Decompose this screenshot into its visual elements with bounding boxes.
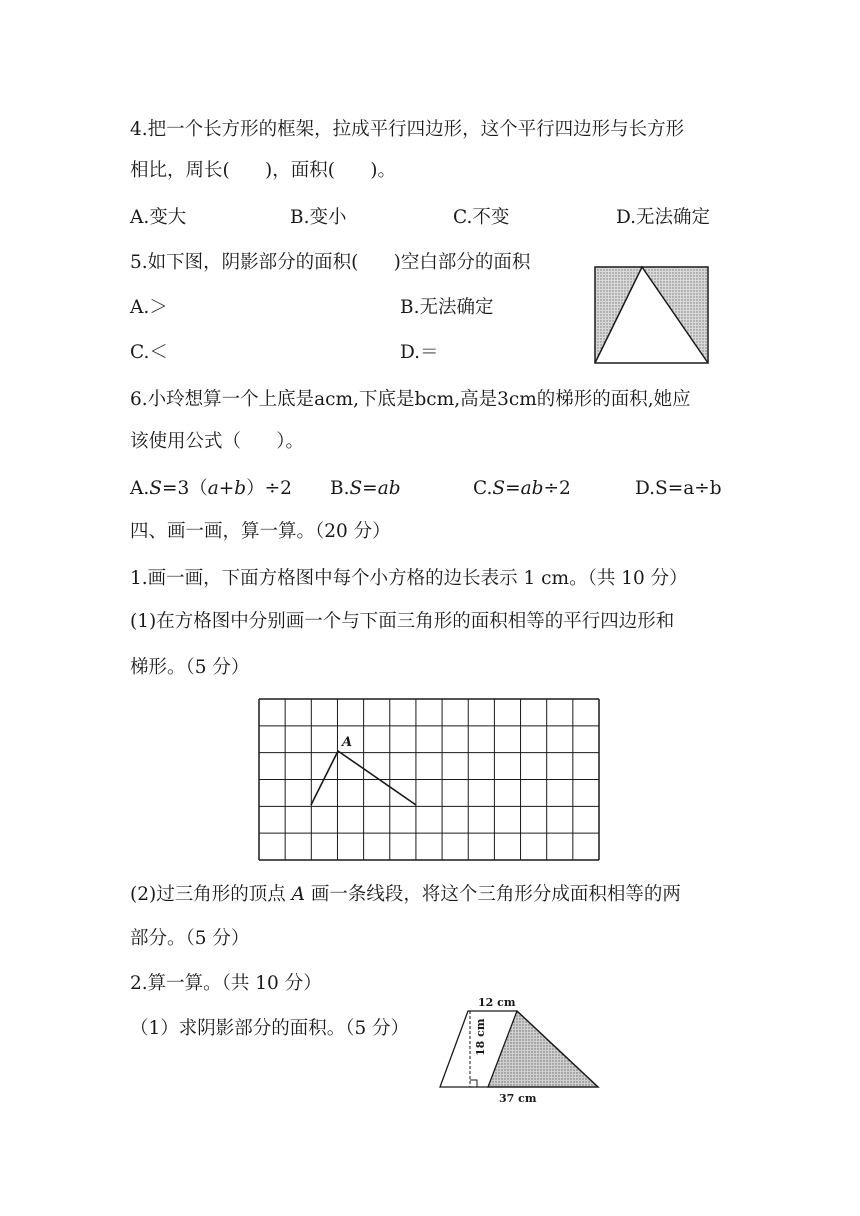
q4-option-a: A.变大 <box>130 207 187 228</box>
grid-point-label-a: A <box>342 735 353 750</box>
q4-option-b: B.变小 <box>290 207 347 228</box>
q4-option-d: D.无法确定 <box>616 207 711 228</box>
trapezoid-top-label: 12 cm <box>478 996 516 1009</box>
q6-option-c: C.S=ab÷2 <box>473 478 571 499</box>
q4-line1: 4.把一个长方形的框架，拉成平行四边形，这个平行四边形与长方形 <box>130 119 685 140</box>
q5-option-b: B.无法确定 <box>400 297 494 318</box>
q6-option-b: B.S=ab <box>330 478 401 499</box>
section4-p1-1a: (1)在方格图中分别画一个与下面三角形的面积相等的平行四边形和 <box>130 611 675 632</box>
right-angle-mark <box>470 1080 477 1087</box>
q5-option-c: C.＜ <box>130 342 168 363</box>
section4-p2-1: （1）求阴影部分的面积。（5 分） <box>130 1018 410 1039</box>
q6-line1: 6.小玲想算一个上底是acm,下底是bcm,高是3cm的梯形的面积,她应 <box>130 389 691 410</box>
q4-line2: 相比，周长( )，面积( )。 <box>130 160 396 181</box>
section4-heading: 四、画一画，算一算。（20 分） <box>130 521 391 542</box>
q6-line2: 该使用公式（ ）。 <box>130 431 305 452</box>
square-triangle-figure <box>594 266 714 366</box>
q6-option-d: D.S=a÷b <box>635 478 722 499</box>
q5-option-d: D.＝ <box>400 342 439 363</box>
section4-p2: 2.算一算。（共 10 分） <box>130 973 322 994</box>
section4-p1-1b: 梯形。（5 分） <box>130 657 250 678</box>
q4-option-c: C.不变 <box>453 207 510 228</box>
shaded-triangle <box>488 1011 598 1087</box>
square-grid-figure <box>258 698 603 863</box>
trapezoid-bottom-label: 37 cm <box>499 1092 537 1105</box>
section4-p1: 1.画一画，下面方格图中每个小方格的边长表示 1 cm。（共 10 分） <box>130 568 688 589</box>
q5-line1: 5.如下图，阴影部分的面积( )空白部分的面积 <box>130 252 531 273</box>
q5-option-a: A.＞ <box>130 297 168 318</box>
trapezoid-figure <box>435 994 615 1109</box>
section4-p1-2b: 部分。（5 分） <box>130 928 250 949</box>
trapezoid-height-label: 18 cm <box>474 1018 487 1056</box>
q6-option-a: A.S=3（a+b）÷2 <box>130 478 292 499</box>
section4-p1-2a: (2)过三角形的顶点 A 画一条线段，将这个三角形分成面积相等的两 <box>130 884 681 905</box>
